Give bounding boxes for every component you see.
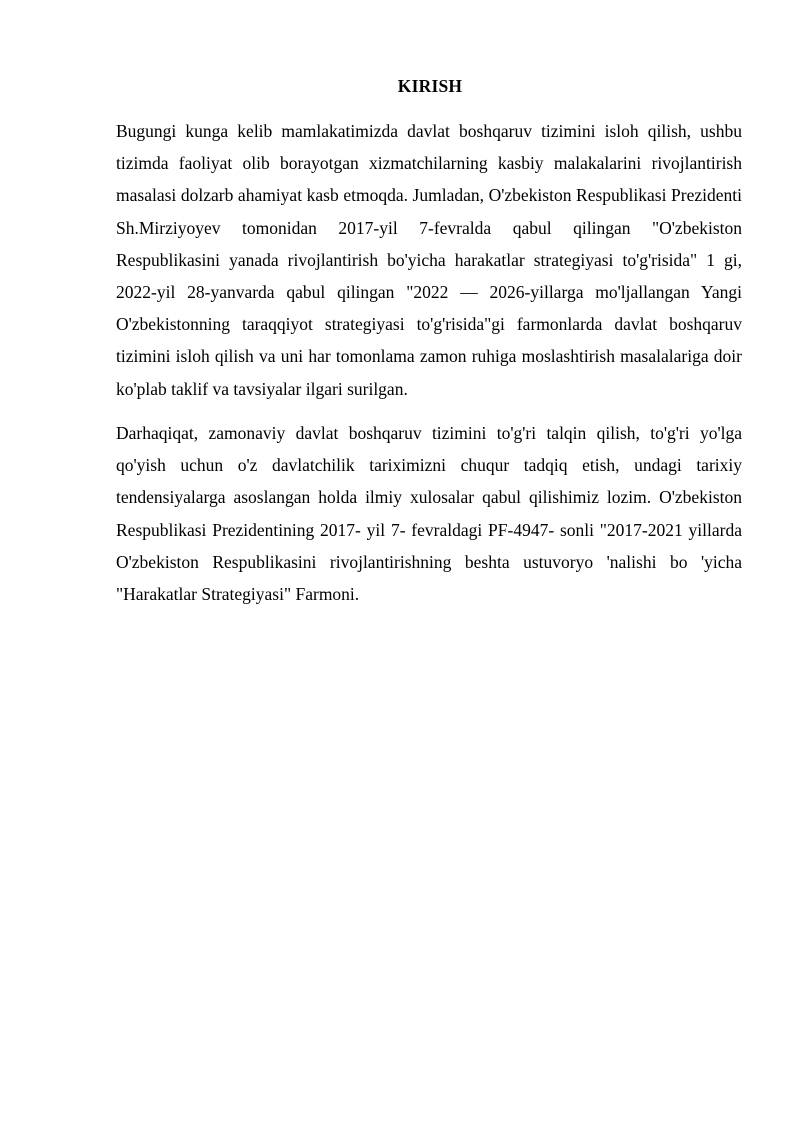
paragraph-1: Bugungi kunga kelib mamlakatimizda davlat boshqaruv tizimini isloh qilish, ushbu tizimda faoliyat olib borayotgan xizmatchilarning kasbiy malakalarini rivojlantirish masalasi dolzarb ahamiyat kasb etmoqda. Jumladan, O'zbekiston Respublikasi Prezidenti Sh.Mirziyoyev tomonidan 2017-yil 7-fevralda qabul qilingan "O'zbekiston Respublikasini yanada rivojlantirish bo'yicha harakatlar strategiyasi to'g'risida" 1 gi, 2022-yil 28-yanvarda qabul qilingan "2022 — 2026-yillarga mo'ljallangan Yangi O'zbekistonning taraqqiyot strategiyasi to'g'risida"gi farmonlarda davlat boshqaruv tizimini isloh qilish va uni har tomonlama zamon ruhiga moslashtirish masalalariga doir ko'plab taklif va tavsiyalar ilgari surilgan. [116,121,742,399]
paragraph-2: Darhaqiqat, zamonaviy davlat boshqaruv tizimini to'g'ri talqin qilish, to'g'ri yo'lga qo'yish uchun o'z davlatchilik tariximizni chuqur tadqiq etish, undagi tarixiy tendensiyalarga asoslangan holda ilmiy xulosalar qabul qilishimiz lozim. O'zbekiston Respublikasi Prezidentining 2017- yil 7- fevraldagi PF-4947- sonli "2017-2021 yillarda O'zbekiston Respublikasini rivojlantirishning beshta ustuvoryo 'nalishi bo 'yicha "Harakatlar Strategiyasi" Farmoni. [116,423,742,605]
section-heading: KIRISH [397,76,463,96]
